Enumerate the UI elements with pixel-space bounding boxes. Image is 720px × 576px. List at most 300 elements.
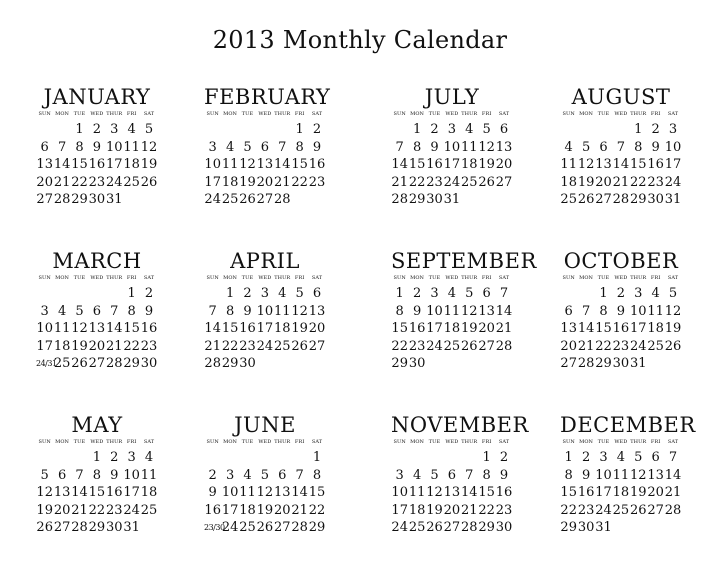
day-cell: 17	[664, 157, 682, 172]
day-cell: 17	[426, 321, 443, 336]
day-cell: 1	[295, 122, 304, 137]
empty-day-cell	[71, 285, 88, 303]
day-cell: 9	[499, 467, 509, 483]
day-cell: 3	[225, 467, 235, 483]
day-cell: 29	[88, 520, 106, 535]
day-cell: 9	[243, 303, 252, 319]
weekday-header	[391, 109, 513, 119]
day-cell: 6	[312, 286, 322, 301]
day-cell: 15	[88, 485, 106, 500]
day-cell: 21	[71, 502, 88, 518]
day-cell: 10	[256, 303, 274, 319]
day-cell: 31	[595, 520, 612, 535]
day-cell: 6	[651, 450, 660, 465]
day-cell: 20	[478, 321, 495, 336]
day-cell: 25	[239, 520, 256, 535]
weekday-label: FRI	[481, 111, 492, 117]
day-cell: 16	[577, 485, 595, 500]
day-cell: 16	[495, 485, 513, 500]
weekday-label: WED	[258, 275, 272, 281]
day-cell: 22	[71, 174, 88, 190]
day-cell: 15	[560, 485, 577, 500]
day-cell: 5	[144, 122, 154, 137]
day-cell: 24	[443, 174, 461, 190]
weekday-label: WED	[445, 111, 459, 117]
day-cell: 11	[123, 139, 140, 155]
day-cell: 22	[595, 338, 612, 354]
day-cell: 5	[634, 450, 643, 465]
weekday-label: MON	[410, 275, 425, 281]
empty-day-cell	[426, 449, 443, 467]
empty-day-cell	[106, 285, 123, 303]
day-cell: 1	[225, 286, 235, 301]
day-cell: 15	[391, 321, 408, 336]
day-cell: 8	[75, 139, 84, 155]
day-cell: 5	[243, 139, 252, 155]
weekday-header	[36, 273, 158, 283]
day-cell: 28	[105, 356, 123, 371]
weekday-label: TUE	[428, 275, 441, 281]
day-cell: 29	[595, 356, 612, 371]
day-cell: 4	[447, 286, 456, 301]
day-cell: 28	[460, 520, 478, 535]
day-cell: 12	[140, 139, 158, 155]
day-cell: 13	[256, 157, 274, 172]
day-cell: 2	[581, 450, 591, 465]
day-cell: 21	[391, 174, 408, 190]
day-cell: 11	[273, 303, 291, 319]
weekday-label: THUR	[630, 111, 647, 117]
month-december	[560, 412, 696, 537]
day-cell: 22	[391, 338, 408, 354]
weekday-label: THUR	[274, 275, 291, 281]
weekday-label: WED	[90, 111, 104, 117]
day-cell: 8	[92, 467, 101, 483]
day-cell: 20	[560, 338, 577, 354]
day-cell: 21	[460, 502, 478, 518]
weekday-label: MON	[579, 439, 594, 445]
day-cell: 29	[123, 356, 140, 371]
weekday-label: MON	[579, 111, 594, 117]
day-cell: 2	[208, 467, 217, 483]
day-cell: 19	[239, 174, 256, 190]
weekday-label: SUN	[393, 439, 406, 445]
weekday-header	[36, 109, 158, 119]
empty-day-cell	[239, 449, 256, 467]
day-cell: 18	[53, 338, 71, 354]
day-grid	[560, 285, 682, 373]
day-cell: 25	[560, 192, 577, 207]
weekday-label: MON	[55, 111, 70, 117]
weekday-header	[560, 109, 682, 119]
weekday-label: TUE	[241, 111, 254, 117]
day-cell: 9	[144, 303, 154, 319]
day-cell: 10	[595, 467, 612, 483]
day-grid	[391, 449, 513, 537]
weekday-label: MON	[223, 111, 238, 117]
day-cell: 22	[221, 338, 239, 354]
day-cell: 25	[408, 520, 426, 535]
month-name: JULY	[424, 85, 480, 109]
day-cell: 18	[239, 502, 256, 518]
day-cell: 20	[495, 157, 513, 172]
day-cell: 6	[599, 139, 608, 155]
day-cell: 1	[312, 450, 322, 465]
month-april	[204, 248, 326, 373]
day-cell: 8	[295, 139, 304, 155]
day-cell: 27	[36, 192, 53, 207]
weekday-label: FRI	[294, 439, 305, 445]
day-cell: 19	[629, 485, 647, 500]
weekday-label: MON	[55, 439, 70, 445]
weekday-label: FRI	[650, 439, 661, 445]
day-cell: 22	[560, 502, 577, 518]
day-cell: 21	[273, 174, 291, 190]
empty-day-cell	[577, 121, 594, 139]
month-name: APRIL	[230, 249, 300, 273]
day-cell: 28	[577, 356, 595, 371]
day-cell: 14	[204, 321, 221, 336]
day-cell: 26	[629, 502, 647, 518]
weekday-label: SUN	[206, 111, 219, 117]
day-cell: 12	[629, 467, 647, 483]
day-cell: 16	[647, 157, 664, 172]
day-cell: 25	[123, 174, 140, 190]
day-cell: 1	[395, 286, 404, 301]
day-cell: 30	[495, 520, 513, 535]
day-grid	[391, 121, 513, 209]
weekday-label: SAT	[667, 275, 679, 281]
day-grid	[560, 121, 682, 209]
weekday-label: MON	[55, 275, 70, 281]
day-cell: 30	[577, 520, 595, 535]
empty-day-cell	[560, 121, 577, 139]
day-cell: 2	[430, 122, 439, 137]
weekday-label: THUR	[630, 439, 647, 445]
day-cell: 15	[308, 485, 326, 500]
day-cell: 14	[460, 485, 478, 500]
day-cell: 18	[123, 157, 140, 172]
day-cell: 31	[629, 356, 647, 371]
day-cell: 16	[612, 321, 630, 336]
day-cell: 12	[664, 303, 682, 319]
day-cell: 30	[612, 356, 630, 371]
day-cell: 7	[499, 286, 509, 301]
day-cell: 18	[612, 485, 630, 500]
day-cell: 10	[629, 303, 647, 319]
day-cell: 14	[273, 157, 291, 172]
day-cell: 11	[443, 303, 461, 319]
month-name: AUGUST	[571, 85, 671, 109]
day-cell: 1	[599, 286, 608, 301]
day-grid	[204, 449, 326, 537]
weekday-label: SAT	[143, 111, 155, 117]
day-cell: 11	[53, 321, 71, 336]
day-cell: 14	[105, 321, 123, 336]
day-cell: 24	[391, 520, 408, 535]
day-cell: 8	[599, 303, 608, 319]
empty-day-cell	[560, 285, 577, 303]
day-cell: 3	[208, 139, 217, 155]
day-cell: 21	[664, 485, 682, 500]
day-cell: 2	[499, 450, 509, 465]
day-cell: 18	[221, 174, 239, 190]
page-title: 2013 Monthly Calendar	[212, 26, 508, 54]
day-cell: 23	[426, 174, 443, 190]
day-cell: 27	[53, 520, 71, 535]
day-cell: 17	[595, 485, 612, 500]
day-cell: 26	[256, 520, 274, 535]
day-cell: 9	[208, 485, 217, 500]
day-cell: 20	[256, 174, 274, 190]
day-cell: 17	[105, 157, 123, 172]
weekday-label: WED	[445, 275, 459, 281]
day-cell: 18	[408, 502, 426, 518]
day-cell: 4	[127, 122, 136, 137]
weekday-label: TUE	[241, 275, 254, 281]
day-cell: 3	[127, 450, 136, 465]
day-cell: 21	[612, 174, 630, 190]
day-cell: 28	[71, 520, 88, 535]
day-cell: 1	[127, 286, 136, 301]
day-cell: 11	[560, 157, 577, 172]
day-cell: 13	[560, 321, 577, 336]
month-june	[204, 412, 326, 537]
day-cell: 21	[291, 502, 308, 518]
day-cell: 11	[647, 303, 664, 319]
empty-day-cell	[88, 285, 105, 303]
weekday-label: SAT	[311, 439, 323, 445]
day-cell: 15	[478, 485, 495, 500]
day-cell: 25	[53, 356, 71, 371]
day-cell: 9	[92, 139, 101, 155]
day-cell: 27	[273, 520, 291, 535]
day-cell: 2	[312, 122, 322, 137]
day-cell: 15	[595, 321, 612, 336]
month-may	[36, 412, 158, 537]
day-cell: 18	[560, 174, 577, 190]
empty-day-cell	[71, 449, 88, 467]
month-january	[36, 84, 158, 209]
day-cell: 29	[71, 192, 88, 207]
day-cell: 17	[443, 157, 461, 172]
empty-day-cell	[443, 449, 460, 467]
day-cell: 9	[412, 303, 422, 319]
weekday-label: FRI	[126, 111, 137, 117]
day-cell: 15	[629, 157, 647, 172]
day-cell: 21	[204, 338, 221, 354]
day-cell: 20	[273, 502, 291, 518]
day-cell: 6	[278, 467, 287, 483]
day-cell: 22	[123, 338, 140, 354]
day-cell: 26	[239, 192, 256, 207]
day-cell: 27	[478, 338, 495, 354]
day-cell: 26	[140, 174, 158, 190]
day-cell: 18	[140, 485, 158, 500]
day-cell: 2	[412, 286, 422, 301]
weekday-label: FRI	[650, 111, 661, 117]
day-cell: 20	[53, 502, 71, 518]
day-cell: 2	[616, 286, 625, 301]
day-grid	[36, 121, 158, 209]
day-cell: 23/30	[204, 523, 225, 532]
day-cell: 26	[291, 338, 308, 354]
day-cell: 4	[465, 122, 474, 137]
empty-day-cell	[221, 121, 238, 139]
weekday-label: WED	[614, 275, 628, 281]
day-cell: 5	[40, 467, 49, 483]
day-cell: 20	[647, 485, 664, 500]
day-cell: 11	[612, 467, 630, 483]
weekday-label: THUR	[461, 439, 478, 445]
day-cell: 3	[395, 467, 404, 483]
day-cell: 22	[308, 502, 326, 518]
day-cell: 30	[647, 192, 664, 207]
weekday-label: FRI	[481, 275, 492, 281]
day-cell: 30	[88, 192, 106, 207]
day-cell: 4	[243, 467, 252, 483]
day-cell: 13	[273, 485, 291, 500]
day-cell: 27	[88, 356, 106, 371]
day-cell: 4	[616, 450, 625, 465]
day-cell: 20	[595, 174, 612, 190]
empty-day-cell	[53, 285, 70, 303]
day-cell: 5	[465, 286, 474, 301]
day-cell: 27	[308, 338, 326, 354]
day-cell: 8	[395, 303, 404, 319]
day-cell: 22	[291, 174, 308, 190]
day-cell: 3	[668, 122, 678, 137]
day-cell: 19	[460, 321, 478, 336]
empty-day-cell	[274, 449, 291, 467]
day-cell: 1	[482, 450, 491, 465]
day-cell: 3	[634, 286, 643, 301]
weekday-label: SUN	[38, 275, 51, 281]
weekday-label: THUR	[106, 439, 123, 445]
weekday-header	[204, 109, 326, 119]
day-cell: 7	[110, 303, 119, 319]
weekday-header	[36, 437, 158, 447]
day-cell: 13	[647, 467, 664, 483]
day-cell: 20	[36, 174, 53, 190]
day-cell: 19	[256, 502, 274, 518]
day-cell: 21	[577, 338, 595, 354]
empty-day-cell	[36, 285, 53, 303]
month-name: JANUARY	[43, 85, 151, 109]
empty-day-cell	[204, 121, 221, 139]
day-cell: 7	[278, 139, 287, 155]
day-cell: 23	[239, 338, 256, 354]
day-cell: 10	[391, 485, 408, 500]
day-cell: 3	[40, 303, 49, 319]
day-cell: 31	[105, 192, 123, 207]
day-cell: 5	[482, 122, 491, 137]
day-cell: 29	[308, 520, 326, 535]
day-cell: 16	[308, 157, 326, 172]
day-cell: 26	[71, 356, 88, 371]
weekday-label: SAT	[311, 275, 323, 281]
day-cell: 9	[430, 139, 439, 155]
day-cell: 26	[577, 192, 595, 207]
day-cell: 19	[664, 321, 682, 336]
day-cell: 7	[75, 467, 84, 483]
day-cell: 18	[443, 321, 461, 336]
day-cell: 23	[495, 502, 513, 518]
day-cell: 6	[260, 139, 269, 155]
empty-day-cell	[221, 449, 238, 467]
day-cell: 12	[426, 485, 443, 500]
day-cell: 9	[581, 467, 591, 483]
day-cell: 2	[110, 450, 119, 465]
day-cell: 28	[664, 502, 682, 518]
day-cell: 1	[634, 122, 643, 137]
day-cell: 6	[499, 122, 509, 137]
day-cell: 7	[208, 303, 217, 319]
day-cell: 28	[495, 338, 513, 354]
day-cell: 5	[430, 467, 439, 483]
day-cell: 28	[273, 192, 291, 207]
empty-day-cell	[53, 449, 70, 467]
day-cell: 6	[564, 303, 573, 319]
weekday-label: TUE	[597, 275, 610, 281]
weekday-label: FRI	[294, 111, 305, 117]
weekday-label: TUE	[597, 111, 610, 117]
day-cell: 8	[412, 139, 422, 155]
day-cell: 27	[560, 356, 577, 371]
day-cell: 10	[105, 139, 123, 155]
day-cell: 29	[391, 356, 408, 371]
day-cell: 24	[256, 338, 274, 354]
day-cell: 23	[647, 174, 664, 190]
empty-day-cell	[391, 121, 408, 139]
weekday-label: TUE	[428, 439, 441, 445]
weekday-label: THUR	[461, 275, 478, 281]
day-cell: 16	[408, 321, 426, 336]
day-cell: 16	[239, 321, 256, 336]
weekday-label: THUR	[106, 275, 123, 281]
day-cell: 17	[221, 502, 239, 518]
day-cell: 7	[295, 467, 304, 483]
day-cell: 14	[664, 467, 682, 483]
day-cell: 24	[426, 338, 443, 354]
day-cell: 27	[595, 192, 612, 207]
day-cell: 10	[426, 303, 443, 319]
day-cell: 25	[140, 502, 158, 518]
day-cell: 6	[40, 139, 49, 155]
day-cell: 15	[71, 157, 88, 172]
weekday-header	[391, 273, 513, 283]
weekday-label: SUN	[206, 275, 219, 281]
weekday-label: SAT	[667, 439, 679, 445]
day-cell: 28	[204, 356, 221, 371]
month-february	[204, 84, 331, 209]
weekday-label: SAT	[667, 111, 679, 117]
day-cell: 8	[127, 303, 136, 319]
weekday-label: SUN	[38, 111, 51, 117]
day-cell: 21	[105, 338, 123, 354]
day-cell: 12	[256, 485, 274, 500]
day-cell: 1	[412, 122, 422, 137]
day-cell: 7	[465, 467, 474, 483]
weekday-label: WED	[258, 439, 272, 445]
empty-day-cell	[36, 121, 53, 139]
day-cell: 23	[612, 338, 630, 354]
day-cell: 29	[560, 520, 577, 535]
day-cell: 29	[629, 192, 647, 207]
day-cell: 7	[668, 450, 678, 465]
weekday-label: TUE	[597, 439, 610, 445]
month-name: JUNE	[234, 413, 296, 437]
